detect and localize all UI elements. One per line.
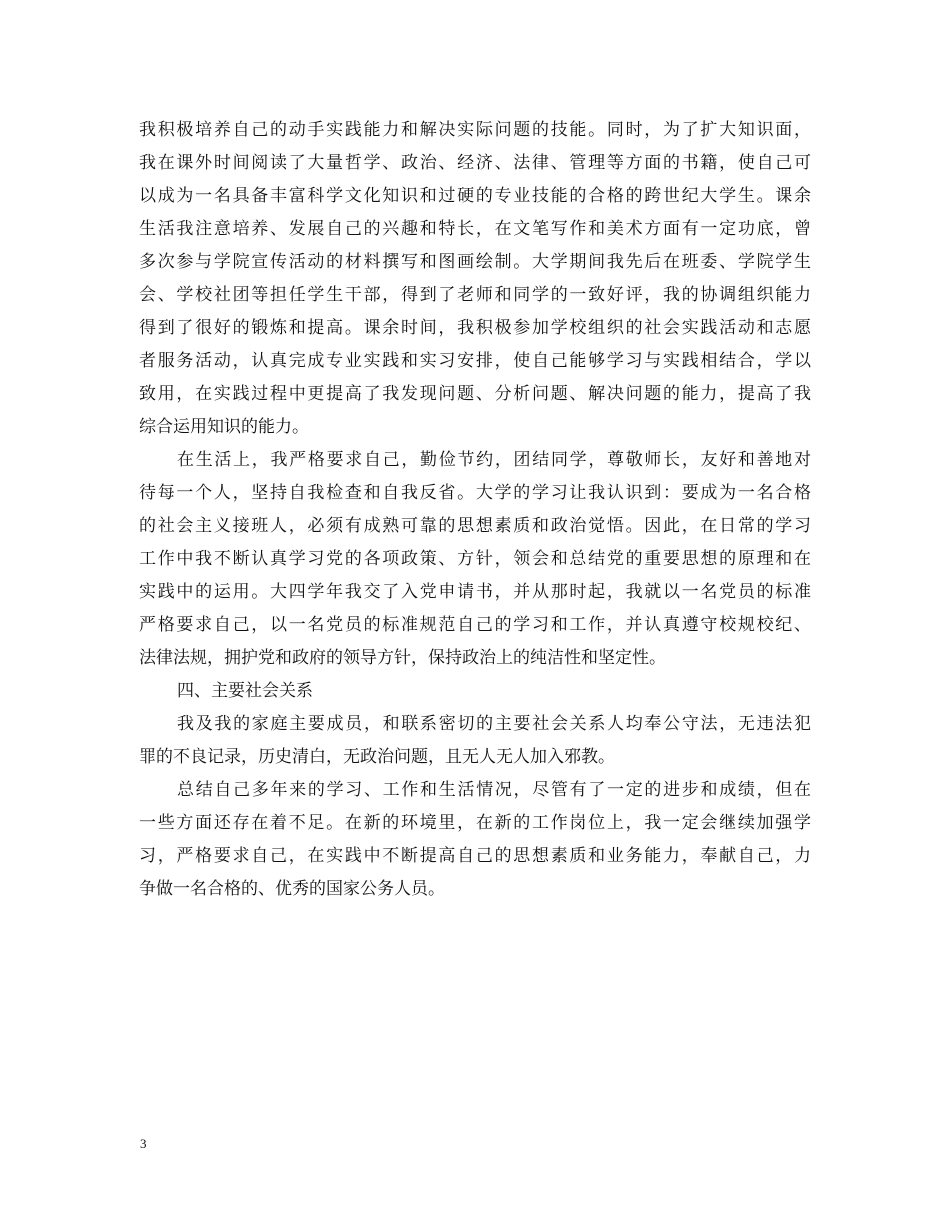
section-heading: 四、主要社会关系 [177, 681, 313, 701]
text-line: 生活我注意培养、发展自己的兴趣和特长，在文笔写作和美术方面有一定功底，曾 [139, 219, 811, 239]
text-line: 罪的不良记录，历史清白，无政治问题，且无人无人加入邪教。 [139, 747, 615, 767]
document-body [139, 114, 811, 906]
text-line: 工作中我不断认真学习党的各项政策、方针，领会和总结党的重要思想的原理和在 [139, 549, 811, 569]
text-line: 综合运用知识的能力。 [139, 417, 309, 437]
text-line: 我积极培养自己的动手实践能力和解决实际问题的技能。同时，为了扩大知识面， [139, 120, 811, 140]
section-heading-social-relations [139, 675, 811, 708]
text-line: 得到了很好的锻炼和提高。课余时间，我积极参加学校组织的社会实践活动和志愿 [139, 318, 811, 338]
text-line: 的社会主义接班人，必须有成熟可靠的思想素质和政治觉悟。因此，在日常的学习 [139, 516, 811, 536]
text-line: 以成为一名具备丰富科学文化知识和过硬的专业技能的合格的跨世纪大学生。课余 [139, 186, 811, 206]
text-line: 待每一个人，坚持自我检查和自我反省。大学的学习让我认识到：要成为一名合格 [139, 483, 811, 503]
text-line: 我及我的家庭主要成员，和联系密切的主要社会关系人均奉公守法，无违法犯 [177, 714, 811, 734]
text-line: 者服务活动，认真完成专业实践和实习安排，使自己能够学习与实践相结合，学以 [139, 351, 811, 371]
text-line: 我在课外时间阅读了大量哲学、政治、经济、法律、管理等方面的书籍，使自己可 [139, 153, 811, 173]
text-line: 在生活上，我严格要求自己，勤俭节约，团结同学，尊敬师长，友好和善地对 [177, 450, 811, 470]
text-line: 严格要求自己，以一名党员的标准规范自己的学习和工作，并认真遵守校规校纪、 [139, 615, 811, 635]
text-line: 多次参与学院宣传活动的材料撰写和图画绘制。大学期间我先后在班委、学院学生 [139, 252, 811, 272]
paragraph-daily-life [139, 444, 811, 675]
text-line: 致用，在实践过程中更提高了我发现问题、分析问题、解决问题的能力，提高了我 [139, 384, 811, 404]
text-line: 法律法规，拥护党和政府的领导方针，保持政治上的纯洁性和坚定性。 [139, 648, 666, 668]
text-line: 争做一名合格的、优秀的国家公务人员。 [139, 879, 445, 899]
paragraph-study-activities [139, 114, 811, 444]
page-number: 3 [140, 1136, 147, 1151]
paragraph-summary [139, 774, 811, 906]
text-line: 会、学校社团等担任学生干部，得到了老师和同学的一致好评，我的协调组织能力 [139, 285, 811, 305]
text-line: 总结自己多年来的学习、工作和生活情况，尽管有了一定的进步和成绩，但在 [177, 780, 811, 800]
text-line: 实践中的运用。大四学年我交了入党申请书，并从那时起，我就以一名党员的标准 [139, 582, 811, 602]
paragraph-family-members [139, 708, 811, 774]
text-line: 一些方面还存在着不足。在新的环境里，在新的工作岗位上，我一定会继续加强学 [139, 813, 811, 833]
text-line: 习，严格要求自己，在实践中不断提高自己的思想素质和业务能力，奉献自己，力 [139, 846, 811, 866]
